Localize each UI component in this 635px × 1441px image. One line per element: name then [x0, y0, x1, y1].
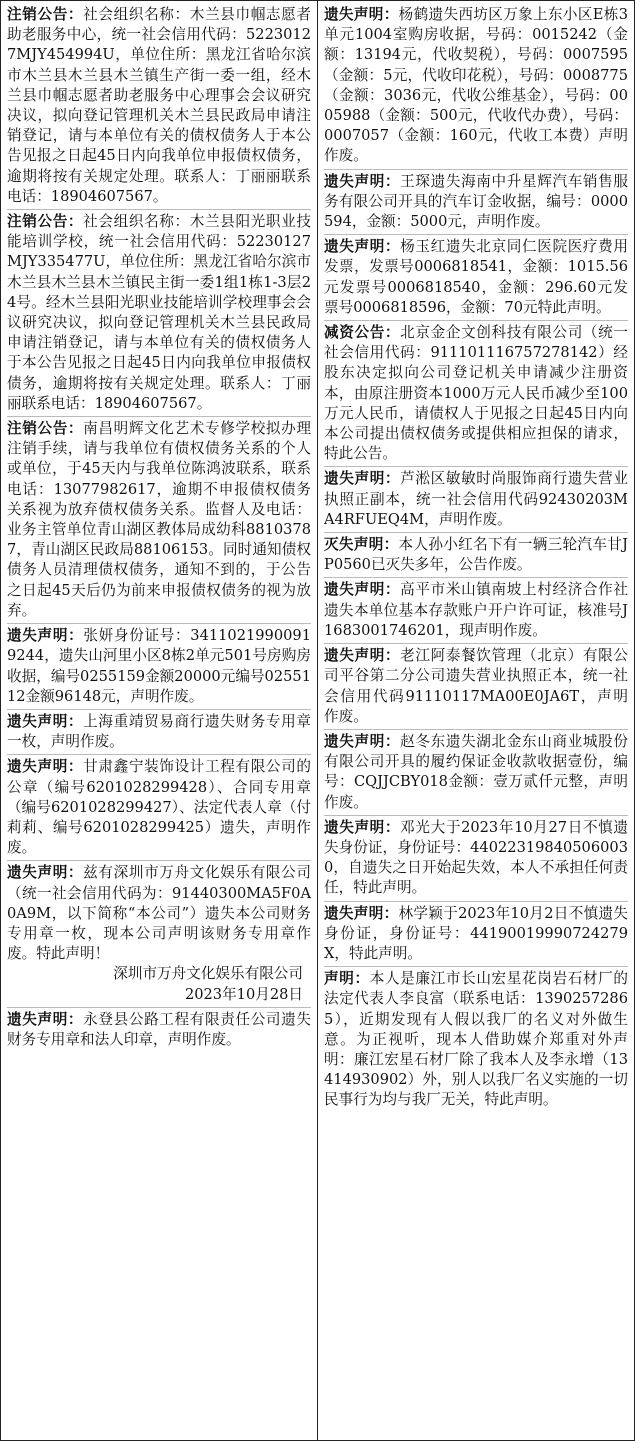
notice-body: 上海重靖贸易商行遗失财务专用章一枚，声明作废。 [7, 712, 311, 751]
notice-label: 遗失声明： [324, 732, 401, 750]
notice-label: 注销公告： [7, 6, 84, 23]
notice-item [7, 1010, 311, 1052]
notice-item [7, 712, 311, 755]
notice-body: 老江阿泰餐饮管理（北京）有限公司平谷第二分公司遗失营业执照正本，统一社会信用代码91110117MA00E0JA6T，声明作废。 [324, 647, 628, 725]
notice-item [7, 419, 311, 624]
notice-body: 赵冬东遗失湖北金东山商业城股份有限公司开具的履约保证金收款收据壹份，编号：CQJJCBY018金额：壹万贰仟元整，声明作废。 [324, 732, 628, 811]
notice-label: 遗失声明： [7, 758, 84, 776]
notice-body: 杨玉红遗失北京同仁医院医疗费用发票，发票号0006818541，金额：1015.56元发票号0006818540，金额：296.60元发票号0006818596，金额：70元特此声明。 [324, 238, 628, 316]
notice-item [324, 469, 628, 533]
notice-body: 高平市米山镇南坡上村经济合作社遗失本单位基本存款账户开户许可证，核准号J1683001746201，现声明作废。 [324, 581, 628, 639]
notice-item [324, 969, 628, 1112]
notice-item [7, 626, 311, 710]
notice-item [324, 732, 628, 816]
notice-item [324, 904, 628, 968]
notice-body: 杨鹤遗失西坊区万象上东小区E栋3单元1004室购房收据，号码：0015242（金额：13194元，代收契税），号码：0007595（金额：5元，代收印花税），号码：0008775（金额：3036元，代收公维基金），号码：0005988（金额：500元，代收代办费），号码：0007057（金额：160元，代收工本费）声明作废。 [324, 6, 628, 165]
notice-item [324, 237, 628, 321]
notice-label: 遗失声明： [324, 6, 399, 23]
notice-label: 声明： [324, 970, 370, 988]
notice-body: 兹有深圳市万舟文化娱乐有限公司（统一社会信用代码为：91440300MA5F0A0A9M，以下简称“本公司”）遗失本公司财务专用章一枚，现本公司声明该财务专用章作废。特此声明！ [7, 864, 311, 963]
notice-body: 本人是廉江市长山宏星花岗岩石材厂的法定代表人李良富（联系电话：13902572865），近期发现有人假以我厂的名义对外做生意。为正视听，现本人借助媒介郑重对外声明：廉江宏星石材厂除了我本人及李永增（13414930902）外，别人以我厂名义实施的一切民事行为均与我厂无关，特此声明。 [324, 970, 628, 1109]
notice-item [7, 757, 311, 861]
notice-item [7, 5, 311, 210]
notice-item [324, 172, 628, 236]
notice-body: 南昌明辉文化艺术专修学校拟办理注销手续，请与我单位有债权债务关系的个人或单位，于45天内与我单位陈鸿波联系，联系电话：13077982617，逾期不申报债权债务关系视为放弃债权债务关系。监督人及电话：业务主管单位青山湖区教体局成幼科88103787，青山湖区民政局88106153。同时通知债权债务人员清理债权债务，通知不到的，于公告之日起45天后仍为前来申报债权债务的视为放弃。 [7, 420, 311, 619]
notice-body: 林学颖于2023年10月2日不慎遗失身份证，身份证号：44190019990724279X，特此声明。 [324, 904, 628, 962]
notice-item [324, 5, 628, 170]
notice-body: 芦淞区敏敏时尚服饰商行遗失营业执照正副本，统一社会信用代码92430203MA4RFUEQ4M，声明作废。 [324, 470, 628, 528]
notice-item [324, 818, 628, 902]
notice-label: 遗失声明： [324, 581, 401, 599]
notice-label: 遗失声明： [324, 470, 401, 488]
notice-item [7, 212, 311, 417]
notice-date: 2023年10月28日 [184, 985, 303, 1003]
notice-label: 遗失声明： [324, 647, 401, 665]
notice-label: 遗失声明： [324, 904, 399, 922]
notice-body: 张妍身份证号：34110219900919244，遗失山河里小区8栋2单元501号房购房收据，编号0255159金额20000元编号0255112金额96148元，声明作废。 [7, 627, 311, 705]
notice-item [324, 646, 628, 730]
notice-body: 本人孙小红名下有一辆三轮汽车甘JP0560已灭失多年，公告作废。 [324, 536, 628, 574]
notice-item [324, 580, 628, 644]
notice-body: 永登县公路工程有限责任公司遗失财务专用章和法人印章，声明作废。 [7, 1010, 311, 1048]
notice-label: 遗失声明： [324, 238, 401, 256]
notice-body: 北京金企文创科技有限公司（统一社会信用代码：911101116757278142）经股东决定拟向公司登记机关申请减少注册资本，由原注册资本1000万元人民币减少至100万元人民币，请债权人于见报之日起45日内向本公司提出债权债务或提供相应担保的请求，特此公告。 [324, 324, 628, 463]
notice-item [324, 323, 628, 467]
notice-item [7, 863, 311, 1007]
notice-label: 注销公告： [7, 213, 84, 231]
notice-label: 遗失声明： [7, 712, 84, 730]
notice-body: 邓光大于2023年10月27日不慎遗失身份证，身份证号：440223198405060030，自遗失之日开始起失效，本人不承担任何责任，特此声明。 [324, 818, 628, 897]
notice-body: 社会组织名称：木兰县阳光职业技能培训学校，统一社会信用代码：52230127MJY335477U，单位住所：黑龙江省哈尔滨市木兰县木兰县木兰镇民主街一委1组1栋1-3层24号。经木兰县阳光职业技能培训学校理事会会议研究决议，拟向登记管理机关木兰县民政局申请注销登记，请与本单位有关的债权债务人于本公告见报之日起45日内向我单位申报债权债务，逾期将按有关规定处理。联系人：丁丽丽联系电话：18904607567。 [7, 213, 311, 412]
notice-label: 遗失声明： [7, 1010, 84, 1028]
left-column [1, 1, 318, 1440]
notice-item [324, 535, 628, 578]
notice-label: 减资公告： [324, 324, 401, 342]
notice-body: 甘肃鑫宁装饰设计工程有限公司的公章（编号6201028299428）、合同专用章（编号6201028299427）、法定代表人章（付莉莉、编号6201028299425）遗失，声明作废。 [7, 758, 311, 857]
notice-body: 王琛遗失海南中升星辉汽车销售服务有限公司开具的汽车订金收据，编号：0000594，金额：5000元，声明作废。 [324, 172, 628, 231]
notice-signature: 深圳市万舟文化娱乐有限公司 [113, 965, 303, 983]
right-column [318, 1, 634, 1440]
notice-label: 遗失声明： [7, 864, 84, 882]
notice-body: 社会组织名称：木兰县巾帼志愿者助老服务中心，统一社会信用代码：52230127MJY454994U，单位住所：黑龙江省哈尔滨市木兰县木兰县木兰镇生产街一委一组，经木兰县巾帼志愿者助老服务中心理事会会议研究决议，拟向登记管理机关木兰县民政局申请注销登记，请与本单位有关的债权债务人于本公告见报之日起45日内向我单位申报债权债务，逾期将按有关规定处理。联系人：丁丽丽联系电话：18904607567。 [7, 6, 311, 205]
notice-label: 注销公告： [7, 420, 84, 438]
notice-label: 灭失声明： [324, 536, 399, 554]
notice-label: 遗失声明： [324, 172, 401, 190]
notice-label: 遗失声明： [7, 627, 84, 645]
notice-label: 遗失声明： [324, 818, 401, 836]
